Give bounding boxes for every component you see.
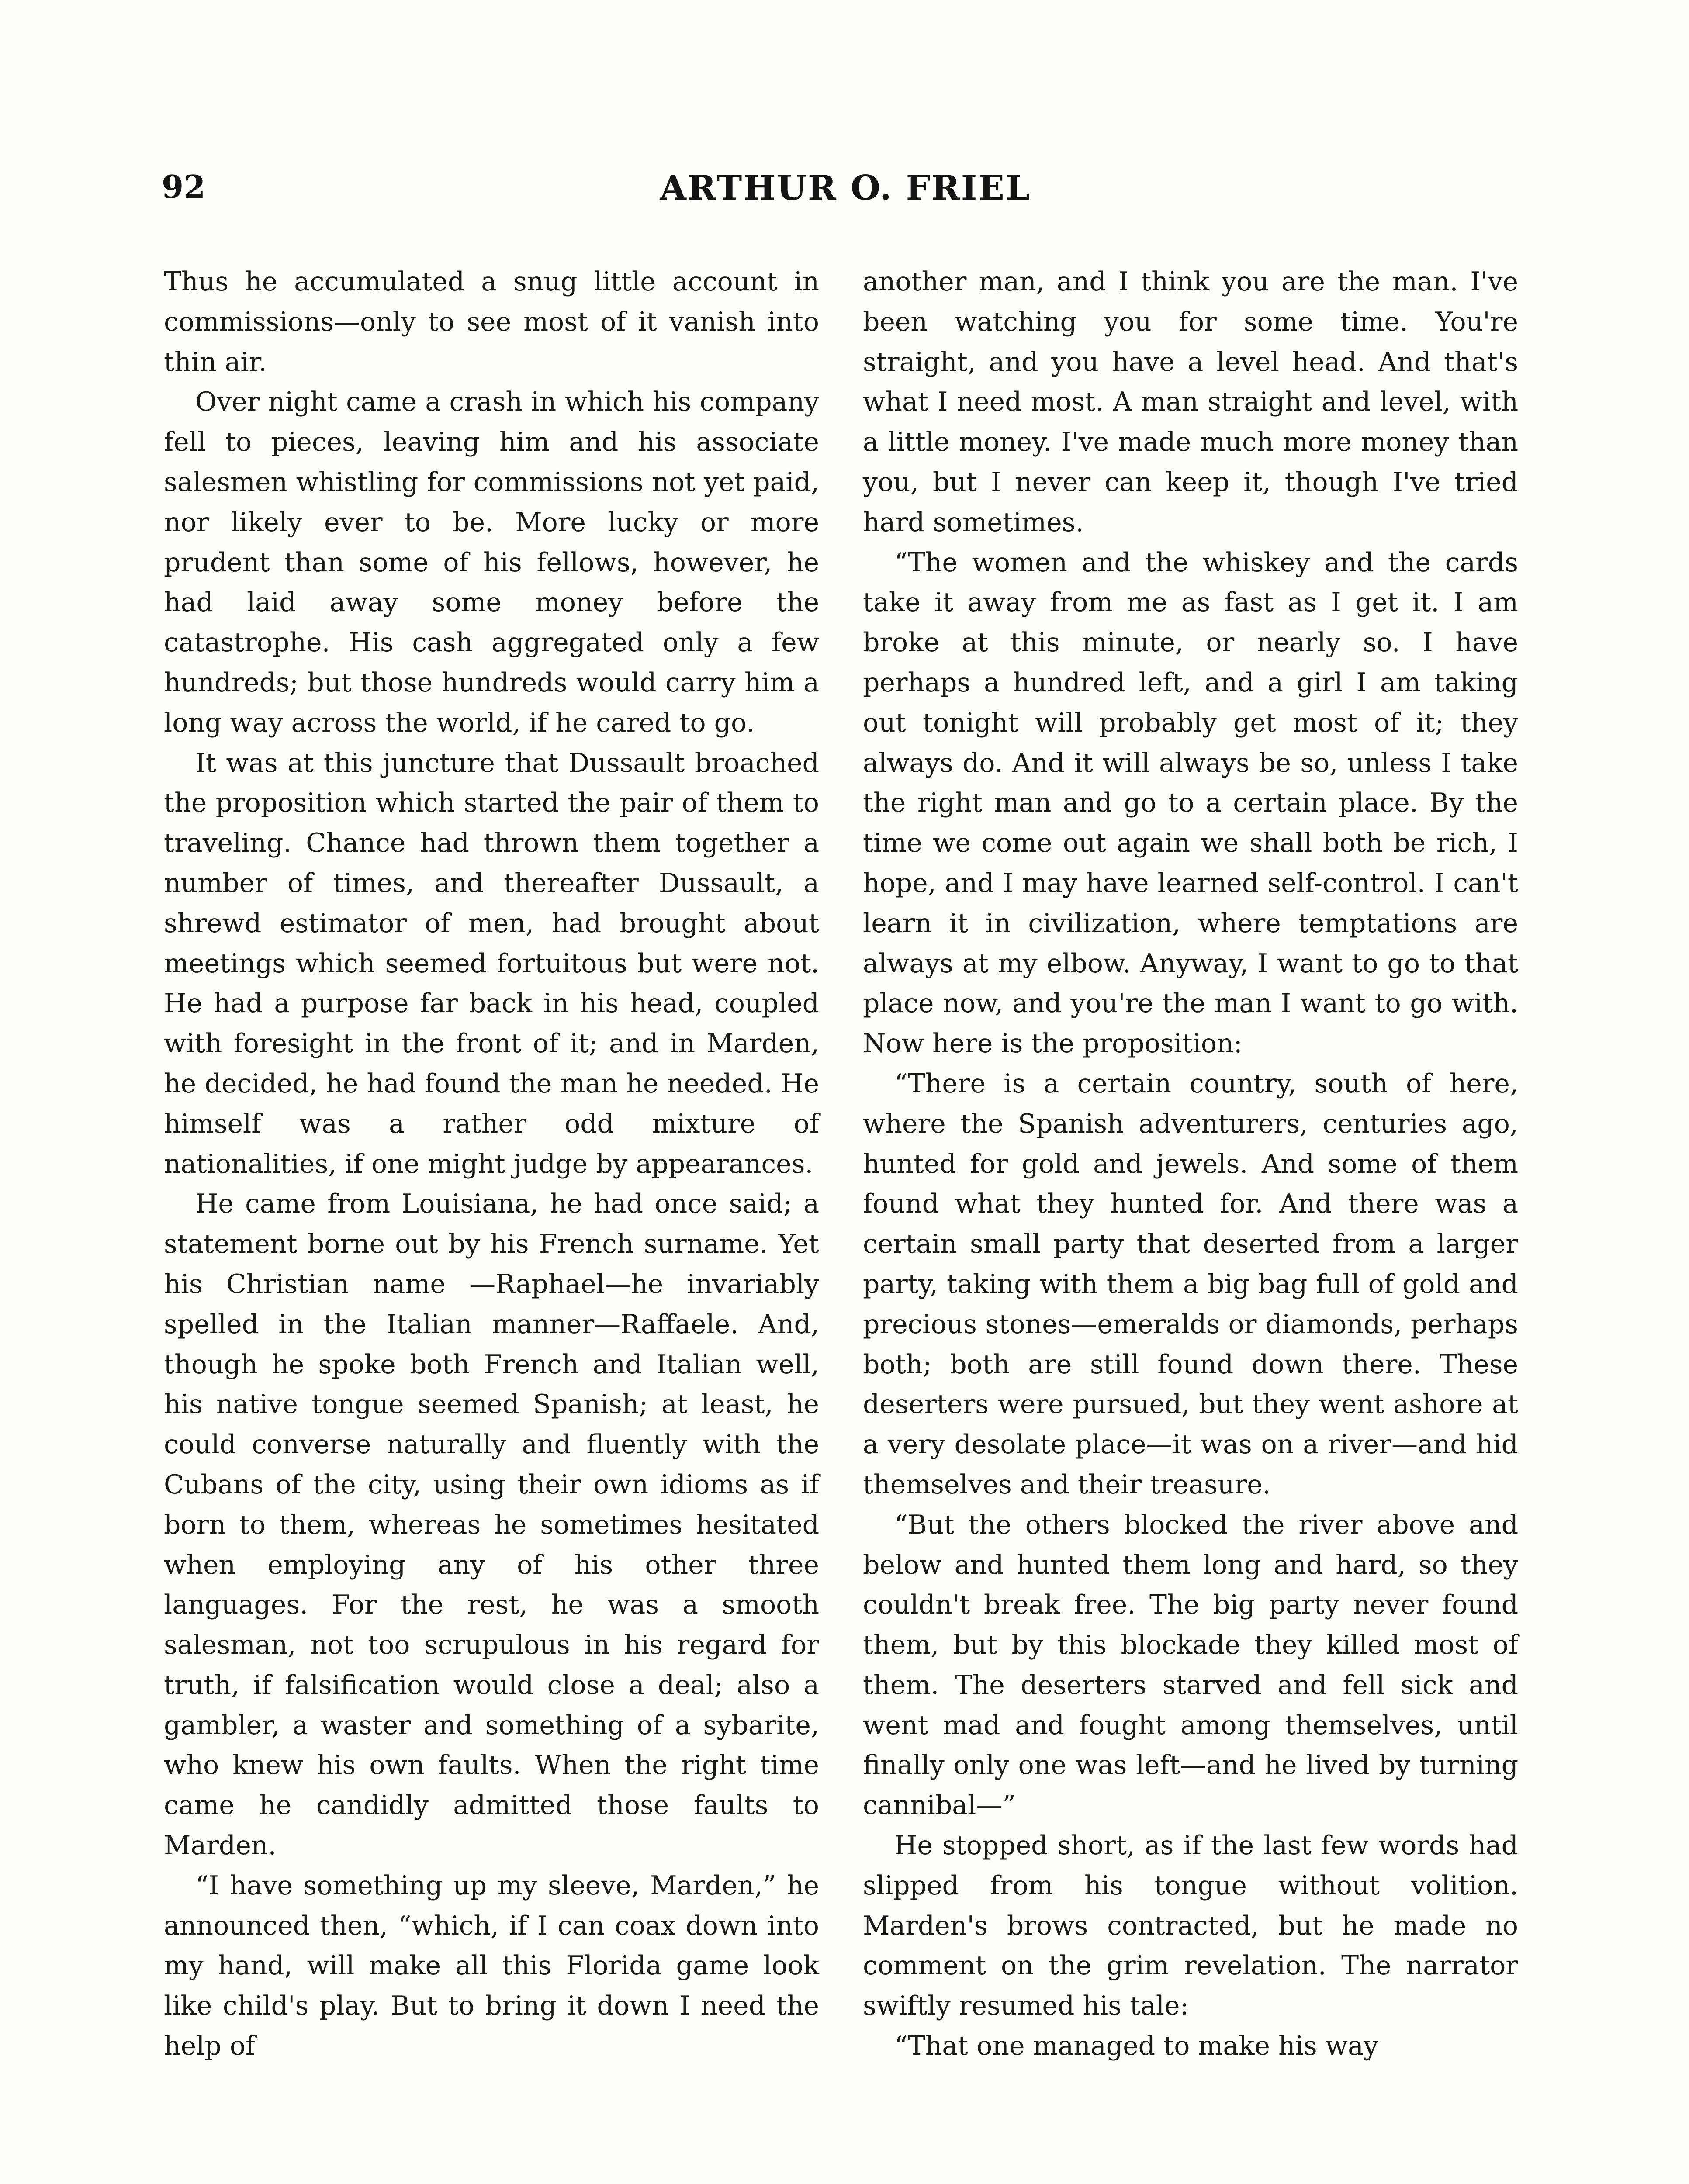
paragraph: “The women and the whiskey and the cards take it away from me as fast as I get it. I am broke at this minute, or nearly so. I have perhaps a hundred left, and a girl I am taking out tonight will probably get most of it; they always do. And it will always be so, unless I take the right man and go to a certain place. By the time we come out again we shall both be rich, I hope, and I may have learned self-control. I can't learn it in civilization, where temptations are always at my elbow. Anyway, I want to go to that place now, and you're the man I want to go with. Now here is the proposition: bbox=[863, 547, 1518, 1059]
paragraph: Over night came a crash in which his company fell to pieces, leaving him and his associate salesmen whistling for commissions not yet paid, nor likely ever to be. More lucky or more prudent than some of his fellows, however, he had laid away some money before the catastrophe. His cash aggregated only a few hundreds; but those hundreds would carry him a long way across the world, if he cared to go. bbox=[164, 387, 819, 738]
page-header bbox=[162, 168, 1529, 216]
left-column bbox=[164, 262, 819, 2184]
paragraph: He came from Louisiana, he had once said; a statement borne out by his French surname. Yet his Christian name —Raphael—he invariably spelled in the Italian manner—Raffaele. And, though he spoke both French and Italian well, his native tongue seemed Spanish; at least, he could converse naturally and fluently with the Cubans of the city, using their own idioms as if born to them, whereas he sometimes hesitated when employing any of his other three languages. For the rest, he was a smooth salesman, not too scrupulous in his regard for truth, if falsification would close a deal; also a gambler, a waster and something of a sybarite, who knew his own faults. When the right time came he candidly admitted those faults to Marden. bbox=[164, 1189, 819, 1861]
right-column bbox=[863, 262, 1518, 2184]
running-head: ARTHUR O. FRIEL bbox=[660, 168, 1031, 208]
page-number: 92 bbox=[162, 168, 206, 205]
paragraph: “I have something up my sleeve, Marden,” he announced then, “which, if I can coax down into my hand, will make all this Florida game look like child's play. But to bring it down I need the help of bbox=[164, 1870, 819, 2062]
paragraph: He stopped short, as if the last few words had slipped from his tongue without volition. Marden's brows contracted, but he made no comment on the grim revelation. The narrator swiftly resumed his tale: bbox=[863, 1830, 1518, 2022]
paragraph: Thus he accumulated a snug little account in commissions—only to see most of it vanish into thin air. bbox=[164, 266, 819, 377]
paragraph: “But the others blocked the river above and below and hunted them long and hard, so they couldn't break free. The big party never found them, but by this blockade they killed most of them. The deserters starved and fell sick and went mad and fought among themselves, until finally only one was left—and he lived by turning cannibal—” bbox=[863, 1509, 1518, 1821]
paragraph: “That one managed to make his way bbox=[894, 2031, 1378, 2062]
paragraph: It was at this juncture that Dussault broached the proposition which started the pair of them to traveling. Chance had thrown them together a number of times, and thereafter Dussault, a shrewd estimator of men, had brought about meetings which seemed fortuitous but were not. He had a purpose far back in his head, coupled with foresight in the front of it; and in Marden, he decided, he had found the man he needed. He himself was a rather odd mixture of nationalities, if one might judge by appearances. bbox=[164, 747, 819, 1179]
paragraph: another man, and I think you are the man. I've been watching you for some time. You're straight, and you have a level head. And that's what I need most. A man straight and level, with a little money. I've made much more money than you, but I never can keep it, though I've tried hard sometimes. bbox=[863, 266, 1518, 538]
paragraph: “There is a certain country, south of here, where the Spanish adventurers, centuries ago, hunted for gold and jewels. And some of them found what they hunted for. And there was a certain small party that deserted from a larger party, taking with them a big bag full of gold and precious stones—emeralds or diamonds, perhaps both; both are still found down there. These deserters were pursued, but they went ashore at a very desolate place—it was on a river—and hid themselves and their treasure. bbox=[863, 1068, 1518, 1500]
